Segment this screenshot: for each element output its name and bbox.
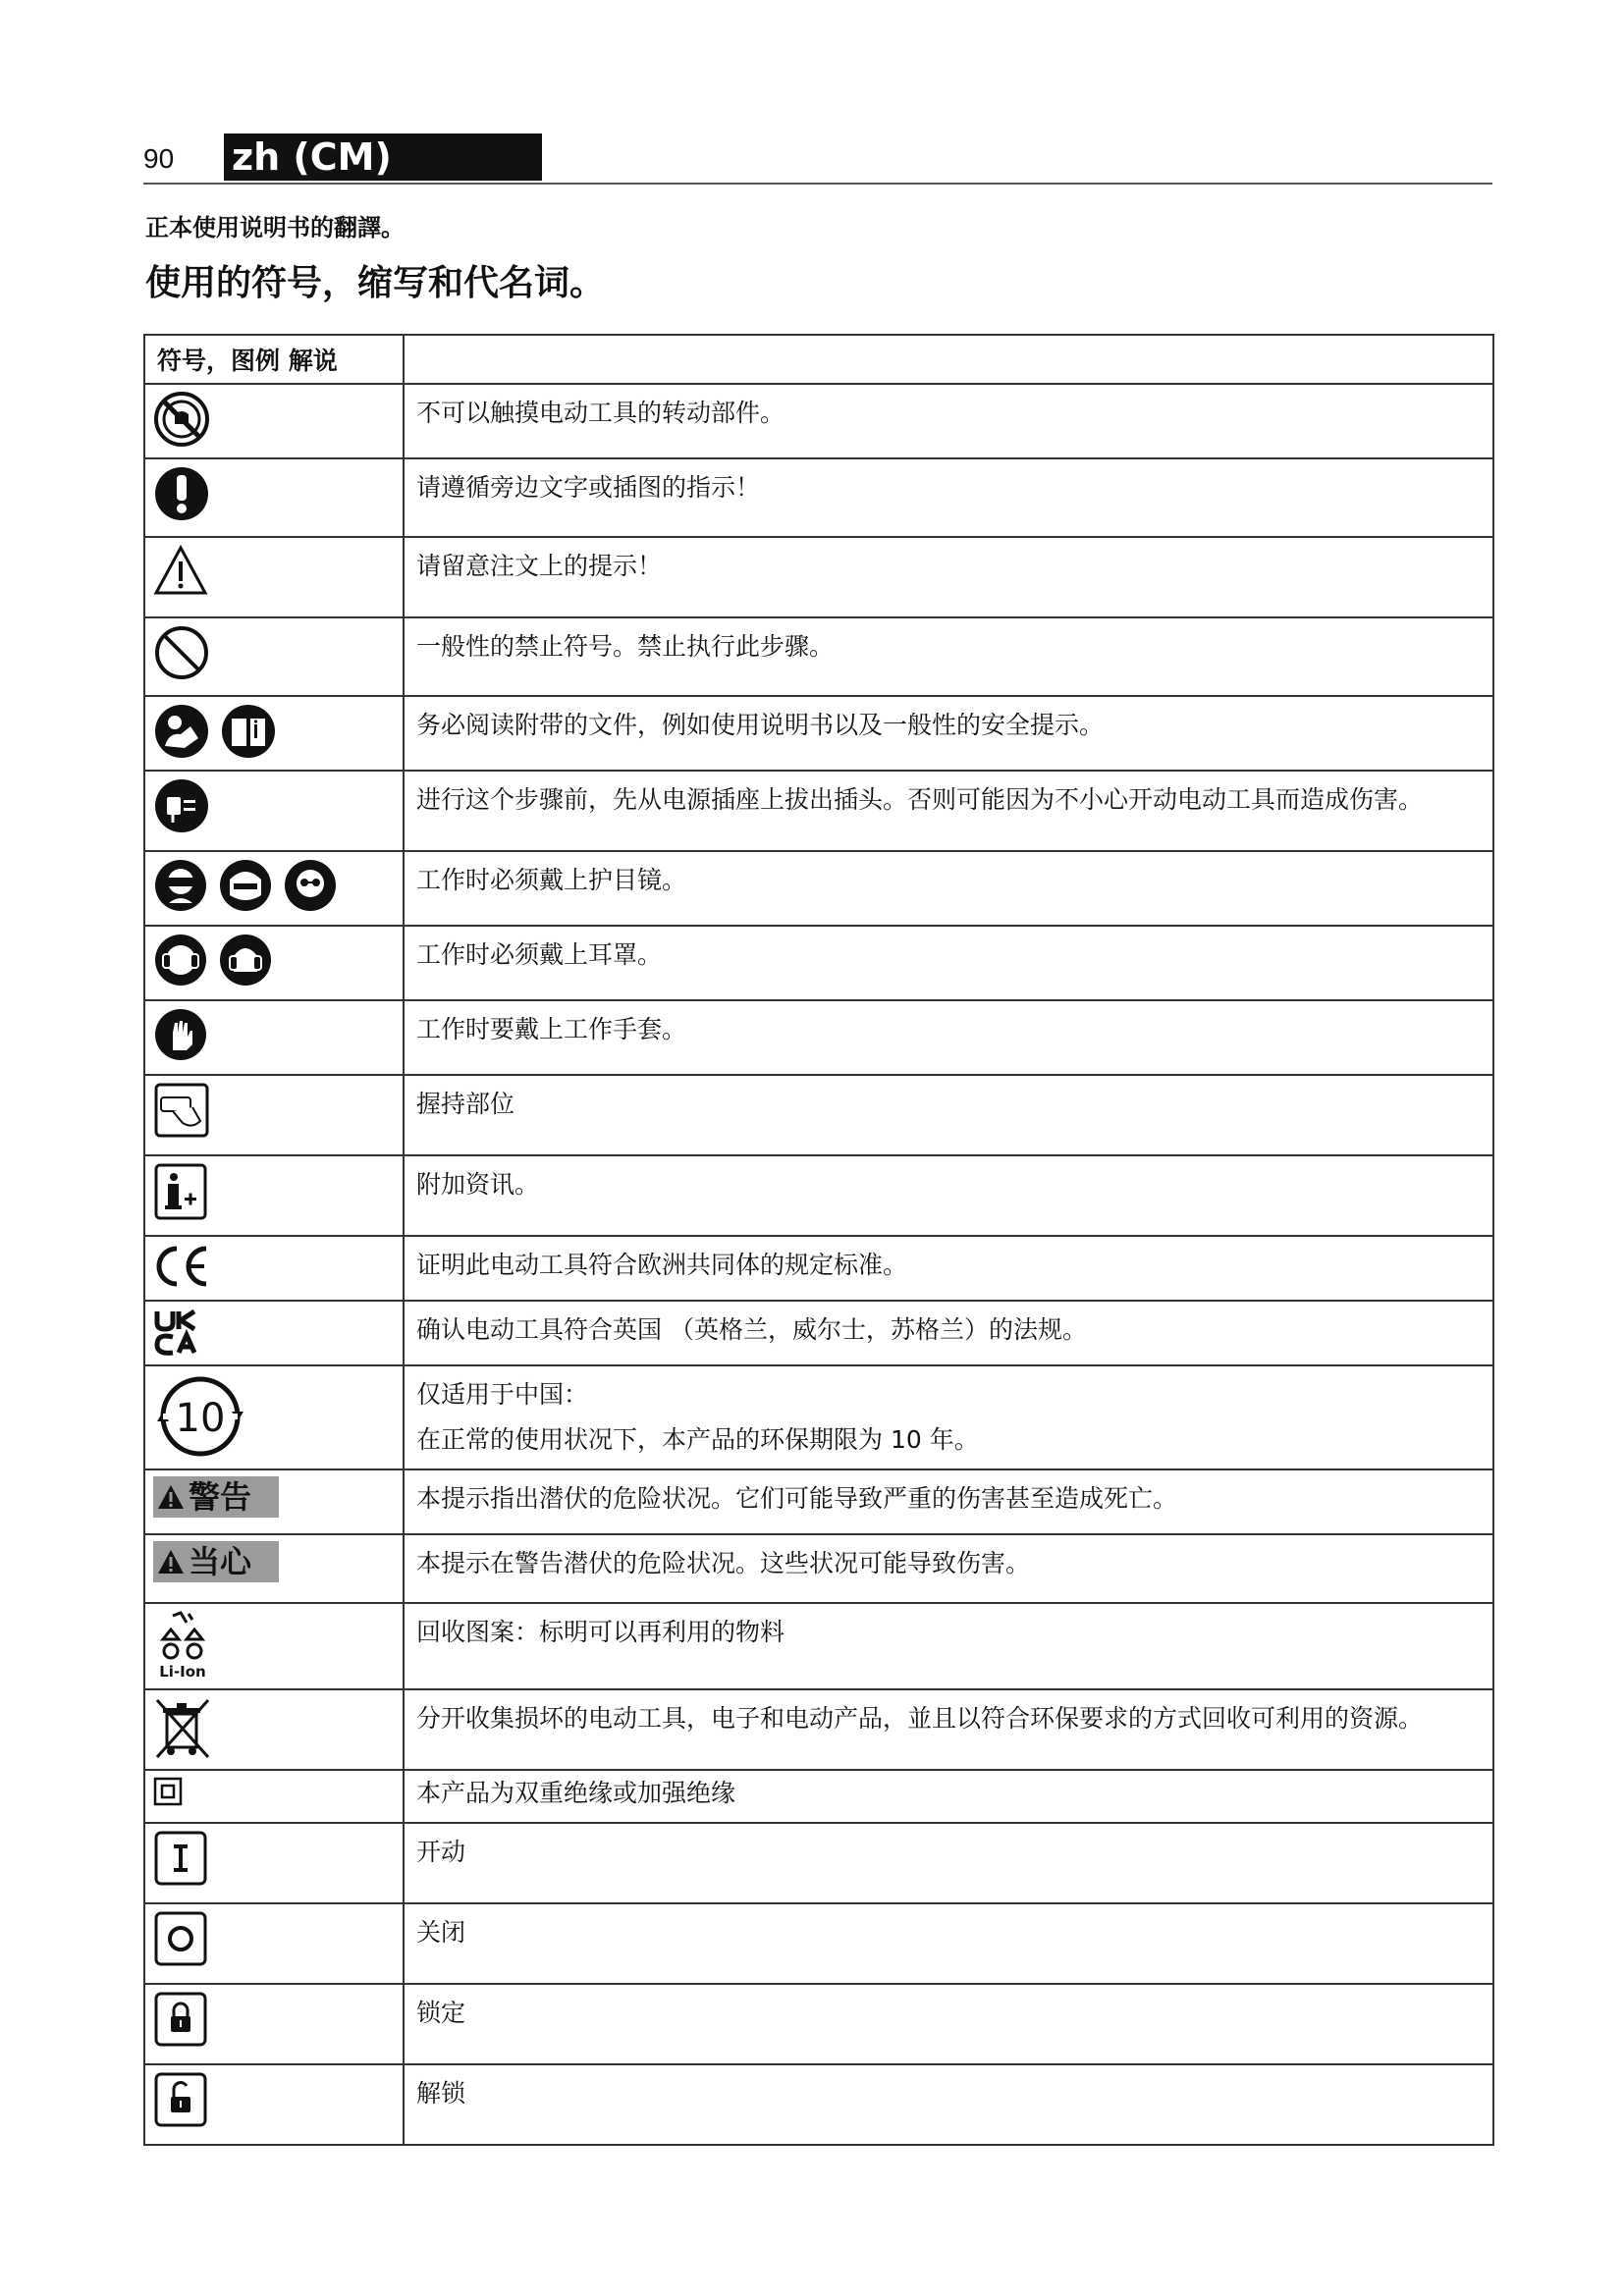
face-shield-icon (218, 858, 273, 913)
table-row (144, 1000, 1493, 1075)
row-text: 解锁 (404, 2064, 1493, 2145)
table-row (144, 384, 1493, 458)
weee-bin-icon (153, 1696, 212, 1759)
lock-icon (153, 1991, 208, 2048)
table-row (144, 537, 1493, 617)
manual-book-icon (220, 703, 277, 760)
row-text: 本提示在警告潜伏的危险状况。这些状况可能导致伤害。 (404, 1534, 1493, 1603)
header-description (404, 335, 1493, 384)
row-text: 本产品为双重绝缘或加强绝缘 (404, 1770, 1493, 1823)
table-row (144, 1365, 1493, 1469)
row-text: 关闭 (404, 1903, 1493, 1984)
row-text: 工作时必须戴上耳罩。 (404, 926, 1493, 1000)
row-text: 本提示指出潜伏的危险状况。它们可能导致严重的伤害甚至造成死亡。 (404, 1469, 1493, 1534)
row-text: 分开收集损坏的电动工具，电子和电动产品，並且以符合环保要求的方式回收可利用的资源。 (404, 1689, 1493, 1770)
table-row (144, 1534, 1493, 1603)
ukca-mark-icon (153, 1308, 198, 1357)
safety-goggles-icon (153, 858, 208, 913)
page-number: 90 (143, 143, 175, 174)
info-plus-icon (153, 1162, 208, 1221)
prohibition-icon (153, 624, 210, 681)
table-row (144, 1155, 1493, 1236)
table-row (144, 1770, 1493, 1823)
row-text: 不可以触摸电动工具的转动部件。 (404, 384, 1493, 458)
banner-label: 警告 (189, 1478, 252, 1516)
caution-banner-icon (153, 1541, 279, 1582)
row-text: 请遵循旁边文字或插图的指示！ (404, 458, 1493, 537)
ce-mark-icon (153, 1243, 212, 1290)
warning-triangle-icon (153, 544, 208, 597)
row-text: 开动 (404, 1823, 1493, 1903)
power-on-icon (153, 1830, 208, 1887)
row-text: 锁定 (404, 1984, 1493, 2064)
translation-note: 正本使用说明书的翻譯。 (145, 214, 405, 241)
unlock-icon (153, 2071, 208, 2128)
table-row (144, 1469, 1493, 1534)
row-text: 回收图案：标明可以再利用的物料 (404, 1603, 1493, 1689)
svg-text:10: 10 (175, 1396, 226, 1441)
epup-10-icon (153, 1372, 247, 1461)
table-row (144, 458, 1493, 537)
mandatory-exclamation-icon (153, 465, 210, 522)
table-row (144, 617, 1493, 696)
safety-glasses-icon (283, 858, 338, 913)
table-row (144, 1603, 1493, 1689)
table-row (144, 1823, 1493, 1903)
banner-label: 当心 (189, 1543, 252, 1580)
table-header-row (144, 335, 1493, 384)
grip-area-icon (153, 1082, 210, 1139)
row-text: 请留意注文上的提示！ (404, 537, 1493, 617)
table-row (144, 1903, 1493, 1984)
table-row (144, 851, 1493, 926)
double-insulation-icon (153, 1777, 183, 1806)
section-title: 使用的符号，缩写和代名词。 (145, 263, 606, 303)
table-row (144, 1301, 1493, 1365)
table-row (144, 926, 1493, 1000)
row-text: 进行这个步骤前，先从电源插座上拔出插头。否则可能因为不小心开动电动工具而造成伤害。 (404, 771, 1493, 851)
ear-protection-icon (218, 933, 273, 988)
table-row (144, 696, 1493, 771)
row-text-secondary: 在正常的使用状况下，本产品的环保期限为 10 年。 (416, 1425, 979, 1454)
row-text: 确认电动工具符合英国 （英格兰，威尔士，苏格兰）的法规。 (404, 1301, 1493, 1365)
row-text: 工作时必须戴上护目镜。 (404, 851, 1493, 926)
row-text: 仅适用于中国： (416, 1380, 589, 1409)
row-text: 证明此电动工具符合欧洲共同体的规定标准。 (404, 1236, 1493, 1301)
table-row (144, 1689, 1493, 1770)
warning-banner-icon (153, 1476, 279, 1518)
table-row (144, 1075, 1493, 1155)
table-row (144, 1236, 1493, 1301)
no-touch-rotating-parts-icon (153, 391, 210, 448)
row-text: 工作时要戴上工作手套。 (404, 1000, 1493, 1075)
li-ion-recycle-icon (153, 1610, 212, 1681)
table-row (144, 771, 1493, 851)
unplug-icon (153, 777, 210, 834)
language-tag: zh (CM) (224, 133, 542, 181)
row-text: 一般性的禁止符号。禁止执行此步骤。 (404, 617, 1493, 696)
row-text: 务必阅读附带的文件，例如使用说明书以及一般性的安全提示。 (404, 696, 1493, 771)
svg-text:Li-Ion: Li-Ion (159, 1663, 206, 1681)
read-manual-icon (153, 703, 210, 760)
header-symbol: 符号，图例 解说 (144, 335, 404, 384)
table-row (144, 2064, 1493, 2145)
row-text: 附加资讯。 (404, 1155, 1493, 1236)
table-row (144, 1984, 1493, 2064)
symbols-table (143, 334, 1494, 2146)
power-off-icon (153, 1910, 208, 1967)
gloves-icon (153, 1007, 208, 1062)
page-header (143, 133, 1492, 185)
row-text: 握持部位 (404, 1075, 1493, 1155)
ear-protection-icon (153, 933, 208, 988)
